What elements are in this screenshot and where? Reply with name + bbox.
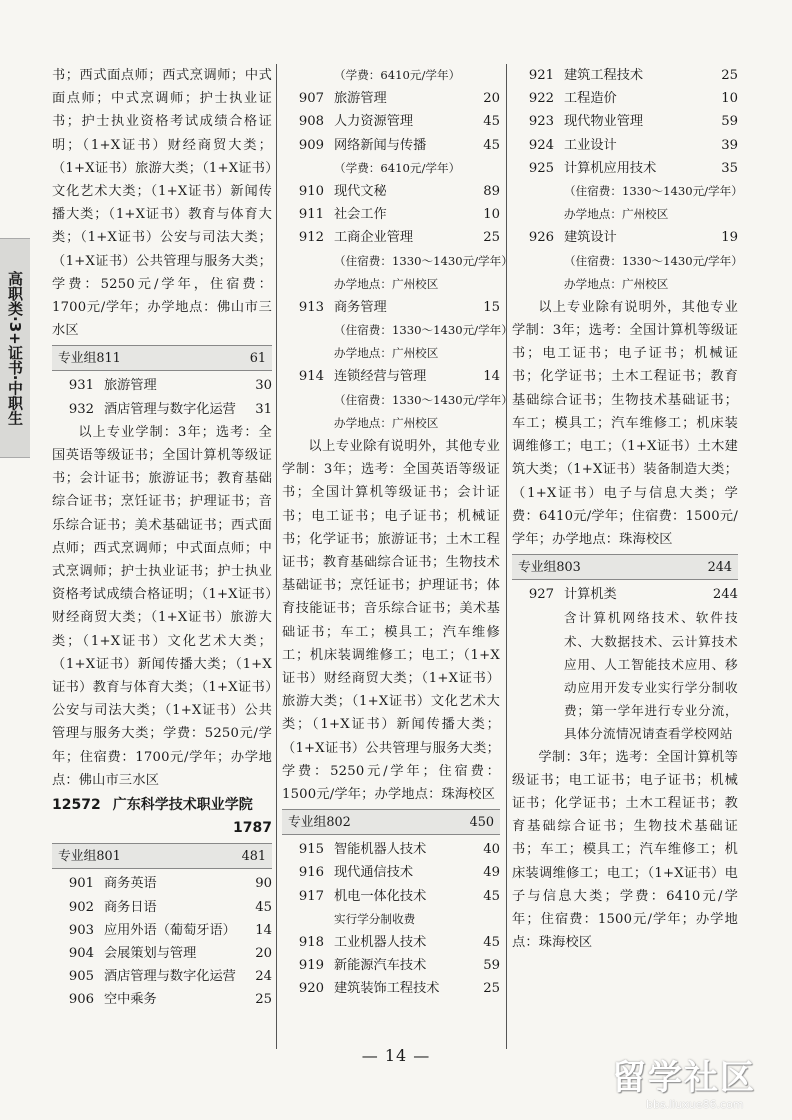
group-header-802 <box>282 809 500 835</box>
major-quota: 14 <box>483 369 500 385</box>
major-name: 新能源汽车技术 <box>334 958 427 974</box>
major-row <box>282 203 500 226</box>
major-quota: 10 <box>483 207 500 223</box>
major-quota: 25 <box>483 981 500 997</box>
major-code: 908 <box>298 114 324 130</box>
major-quota: 244 <box>712 587 738 603</box>
major-quota: 49 <box>483 865 500 881</box>
major-row <box>512 583 738 606</box>
section-side-tab: 高职类·3+证书·中职生 <box>0 238 30 458</box>
major-quota: 25 <box>255 992 272 1008</box>
major-code: 919 <box>298 958 324 974</box>
location-note: 办学地点：广州校区 <box>564 207 669 222</box>
major-row <box>282 180 500 203</box>
group-header-801 <box>52 843 272 869</box>
major-row <box>52 919 272 942</box>
major-name: 建筑设计 <box>564 230 617 246</box>
fee-note: （学费：6410元/学年） <box>334 160 461 175</box>
column-2 <box>282 64 513 1001</box>
major-code: 931 <box>68 378 94 394</box>
location-note: 办学地点：广州校区 <box>334 415 439 430</box>
major-quota: 90 <box>255 876 272 892</box>
major-name: 现代通信技术 <box>334 865 414 881</box>
major-name: 连锁经营与管理 <box>334 369 427 385</box>
major-row <box>512 110 738 133</box>
major-quota: 20 <box>483 91 500 107</box>
group-label: 专业组803 <box>518 559 581 575</box>
major-code: 922 <box>528 91 554 107</box>
school-code: 12572 <box>52 797 101 814</box>
major-name: 现代文秘 <box>334 183 387 199</box>
major-code: 915 <box>298 842 324 858</box>
major-name: 工业机器人技术 <box>334 935 427 950</box>
major-quota: 45 <box>483 935 500 950</box>
major-quota: 19 <box>721 230 738 246</box>
major-row <box>282 365 500 388</box>
school-header <box>52 794 272 817</box>
paragraph-requirements: 以上专业除有说明外，其他专业学制：3年；选考：全国计算机等级证书；电工证书；电子证书；机械证书；化学证书；土木工程证书；教育基础综合证书；生物技术基础证书；车工；模具工；汽车维修工；机床装调维修工；电工；（1+X证书）土木建筑大类；（1+X证书）装备制造大类；（1+X证书）电子与信息大类；学费：6410元/学年；住宿费：1500元/学年；办学地点：珠海校区 <box>512 299 738 547</box>
group-total: 450 <box>469 814 494 830</box>
watermark-url: bbs.liuxue86.com <box>646 1098 744 1111</box>
group-total: 481 <box>241 848 266 864</box>
major-code: 910 <box>298 183 324 199</box>
fee-note: 实行学分制收费 <box>334 911 416 926</box>
major-name: 工程造价 <box>564 91 617 107</box>
major-row <box>52 896 272 919</box>
major-code: 924 <box>528 137 554 153</box>
major-quota: 25 <box>483 230 500 246</box>
major-name: 现代物业管理 <box>564 114 644 130</box>
major-code: 925 <box>528 160 554 176</box>
major-code: 913 <box>298 299 324 315</box>
major-quota: 45 <box>483 888 500 904</box>
major-code: 909 <box>298 137 324 153</box>
major-name: 酒店管理与数字化运营 <box>104 969 236 985</box>
group-header-811 <box>52 345 272 371</box>
major-row <box>52 398 272 421</box>
location-note: 办学地点：广州校区 <box>334 346 439 361</box>
major-quota: 89 <box>483 183 500 199</box>
major-quota: 35 <box>721 160 738 176</box>
major-name: 机电一体化技术 <box>334 888 427 904</box>
major-name: 网络新闻与传播 <box>334 137 427 153</box>
major-name: 会展策划与管理 <box>104 946 197 962</box>
major-quota: 24 <box>255 969 272 985</box>
column-divider <box>276 64 277 1049</box>
column-3 <box>512 64 743 954</box>
major-note: 含计算机网络技术、软件技术、大数据技术、云计算技术应用、人工智能技术应用、移动应用开发专业实行学分制收费；第一学年进行专业分流，具体分流情况请查看学校网站 <box>564 610 738 742</box>
group-label: 专业组801 <box>58 848 121 864</box>
major-quota: 39 <box>721 137 738 153</box>
major-quota: 25 <box>721 68 738 83</box>
major-name: 社会工作 <box>334 207 387 223</box>
major-code: 912 <box>298 230 324 246</box>
major-name: 商务英语 <box>104 876 157 892</box>
major-row <box>282 226 500 249</box>
major-row <box>52 374 272 397</box>
major-name: 建筑工程技术 <box>564 68 644 83</box>
major-code: 917 <box>298 888 324 904</box>
major-code: 902 <box>68 899 94 915</box>
major-row <box>52 965 272 988</box>
major-code: 926 <box>528 230 554 246</box>
major-row <box>512 134 738 157</box>
group-total: 61 <box>249 350 266 366</box>
major-code: 932 <box>68 401 94 417</box>
major-row <box>282 977 500 1000</box>
major-quota: 59 <box>483 958 500 974</box>
major-row <box>512 157 738 180</box>
major-quota: 10 <box>721 91 738 107</box>
major-code: 920 <box>298 981 324 997</box>
boarding-fee-note: （住宿费：1330～1430元/学年） <box>334 392 513 407</box>
watermark-logo: 留学社区 <box>612 1058 756 1098</box>
major-quota: 40 <box>483 842 500 858</box>
boarding-fee-note: （住宿费：1330～1430元/学年） <box>334 323 513 338</box>
major-code: 911 <box>298 207 324 223</box>
fee-note: （学费：6410元/学年） <box>334 68 461 82</box>
paragraph-requirements: 以上专业学制：3年；选考：全国英语等级证书；全国计算机等级证书；会计证书；旅游证书；教育基础综合证书；烹饪证书；护理证书；音乐综合证书；美术基础证书；西式面点师；西式烹调师；中式面点师；中式烹调师；护士执业证书；护士执业资格考试成绩合格证明；（1+X证书）财经商贸大类；（1+X证书）旅游大类；（1+X证书）文化艺术大类；（1+X证书）新闻传播大类；（1+X证书）教育与体育大类；（1+X证书）公安与司法大类；（1+X证书）公共管理与服务大类；学费：5250元/学年；住宿费：1700元/学年；办学地点：佛山市三水区 <box>52 424 272 788</box>
major-row <box>282 110 500 133</box>
major-row <box>282 954 500 977</box>
major-name: 旅游管理 <box>104 378 157 394</box>
major-quota: 45 <box>255 899 272 915</box>
major-name: 商务日语 <box>104 899 157 915</box>
major-name: 空中乘务 <box>104 992 157 1008</box>
school-name: 广东科学技术职业学院 <box>112 797 253 814</box>
major-name: 工商企业管理 <box>334 230 414 246</box>
major-row <box>512 87 738 110</box>
major-name: 人力资源管理 <box>334 114 414 130</box>
school-total: 1787 <box>233 820 272 837</box>
major-row <box>282 885 500 908</box>
major-name: 应用外语（葡萄牙语） <box>104 922 236 938</box>
major-row <box>282 931 500 954</box>
major-name: 工业设计 <box>564 137 617 153</box>
boarding-fee-note: （住宿费：1330～1430元/学年） <box>564 253 743 268</box>
paragraph-requirements: 书；西式面点师；西式烹调师；中式面点师；中式烹调师；护士执业证书；护士执业资格考试成绩合格证明；（1+X证书）财经商贸大类；（1+X证书）旅游大类；（1+X证书）文化艺术大类；（1+X证书）新闻传播大类；（1+X证书）教育与体育大类；（1+X证书）公安与司法大类；（1+X证书）公共管理与服务大类；学费：5250元/学年，住宿费：1700元/学年；办学地点：佛山市三水区 <box>52 68 272 339</box>
major-code: 907 <box>298 91 324 107</box>
major-name: 智能机器人技术 <box>334 842 427 858</box>
paragraph-requirements: 学制：3年；选考：全国计算机等级证书；电工证书；电子证书；机械证书；化学证书；土木工程证书；教育基础综合证书；生物技术基础证书；车工；模具工；汽车维修工；机床装调维修工；电工；（1+X证书）电子与信息大类；学费：6410元/学年；住宿费：1500元/学年；办学地点：珠海校区 <box>512 749 738 951</box>
group-label: 专业组802 <box>288 814 351 830</box>
major-code: 918 <box>298 935 324 950</box>
group-label: 专业组811 <box>58 350 121 366</box>
column-1 <box>52 64 272 1012</box>
major-code: 901 <box>68 876 94 892</box>
major-quota: 30 <box>255 378 272 394</box>
major-row <box>52 988 272 1011</box>
major-name: 商务管理 <box>334 299 387 315</box>
major-code: 916 <box>298 865 324 881</box>
location-note: 办学地点：广州校区 <box>334 276 439 291</box>
major-row <box>52 872 272 895</box>
boarding-fee-note: （住宿费：1330～1430元/学年） <box>334 253 513 268</box>
major-code: 921 <box>528 68 554 83</box>
major-quota: 59 <box>721 114 738 130</box>
location-note: 办学地点：广州校区 <box>564 276 669 291</box>
major-row <box>282 134 500 157</box>
major-quota: 20 <box>255 946 272 962</box>
major-code: 906 <box>68 992 94 1008</box>
page-number: — 14 — <box>361 1046 431 1065</box>
major-quota: 45 <box>483 114 500 130</box>
major-quota: 15 <box>483 299 500 315</box>
major-row <box>282 838 500 861</box>
major-code: 903 <box>68 922 94 938</box>
major-code: 905 <box>68 969 94 985</box>
group-total: 244 <box>707 559 732 575</box>
major-row <box>512 64 738 87</box>
major-code: 927 <box>528 587 554 603</box>
major-quota: 45 <box>483 137 500 153</box>
major-row <box>282 87 500 110</box>
major-code: 904 <box>68 946 94 962</box>
major-row <box>512 226 738 249</box>
column-divider <box>506 64 507 1049</box>
major-quota: 14 <box>255 922 272 938</box>
major-row <box>282 861 500 884</box>
major-name: 计算机应用技术 <box>564 160 657 176</box>
major-row <box>282 296 500 319</box>
major-row <box>52 942 272 965</box>
major-code: 923 <box>528 114 554 130</box>
major-code: 914 <box>298 369 324 385</box>
group-header-803 <box>512 554 738 580</box>
major-name: 计算机类 <box>564 587 617 603</box>
major-name: 旅游管理 <box>334 91 387 107</box>
major-name: 酒店管理与数字化运营 <box>104 401 236 417</box>
major-quota: 31 <box>255 401 272 417</box>
boarding-fee-note: （住宿费：1330～1430元/学年） <box>564 183 743 198</box>
major-name: 建筑装饰工程技术 <box>334 981 440 997</box>
paragraph-requirements: 以上专业除有说明外，其他专业学制：3年；选考：全国英语等级证书；全国计算机等级证书；会计证书；电工证书；电子证书；机械证书；化学证书；旅游证书；土木工程证书；教育基础综合证书；生物技术基础证书；烹饪证书；护理证书；体育技能证书；音乐综合证书；美术基础证书；车工；模具工；汽车维修工；机床装调维修工；电工；（1+X证书）财经商贸大类；（1+X证书）旅游大类；（1+X证书）文化艺术大类；（1+X证书）新闻传播大类；（1+X证书）公共管理与服务大类；学费：5250元/学年；住宿费：1500元/学年；办学地点：珠海校区 <box>282 439 500 803</box>
